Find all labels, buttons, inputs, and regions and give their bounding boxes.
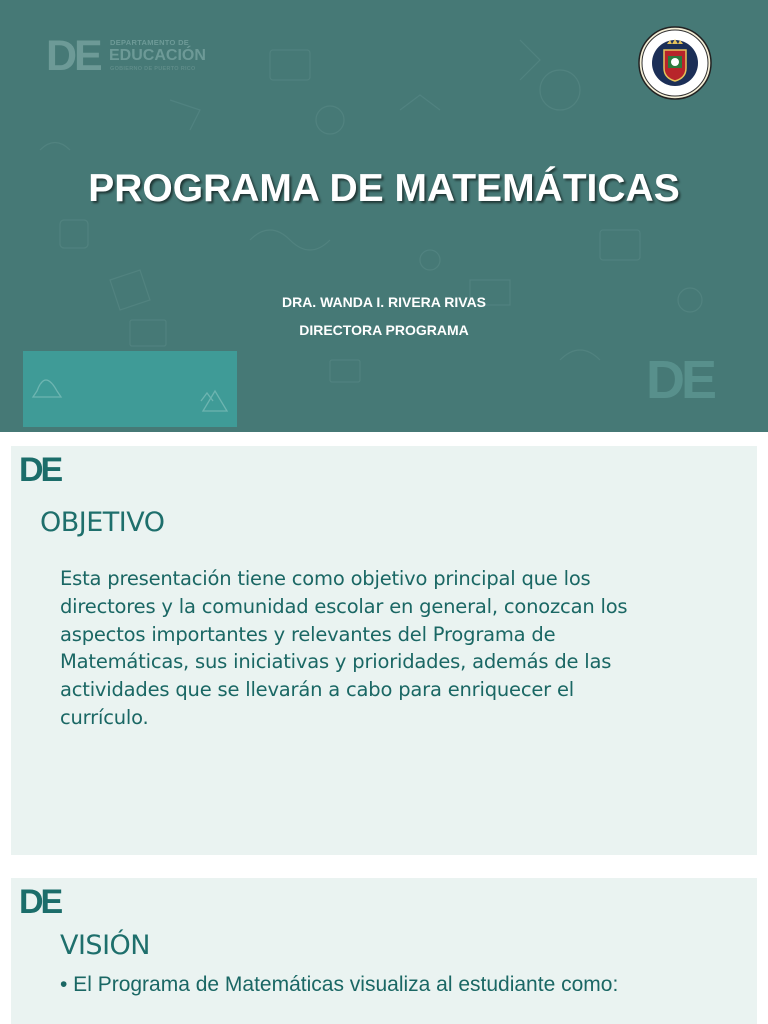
de-logo-education: EDUCACIÓN bbox=[109, 47, 206, 64]
presentation-title: PROGRAMA DE MATEMÁTICAS bbox=[88, 167, 680, 210]
objetivo-paragraph bbox=[60, 565, 720, 732]
presenter-name: DRA. WANDA I. RIVERA RIVAS bbox=[281, 294, 487, 310]
objetivo-line: aspectos importantes y relevantes del Programa de bbox=[60, 622, 556, 646]
de-logo bbox=[46, 32, 218, 80]
puerto-rico-seal-icon bbox=[636, 26, 714, 100]
vision-heading: VISIÓN bbox=[60, 930, 150, 961]
objetivo-heading: OBJETIVO bbox=[40, 507, 165, 538]
title-slide bbox=[0, 0, 768, 432]
de-logo-mark: DE bbox=[46, 32, 100, 80]
de-logo-government: GOBIERNO DE PUERTO RICO bbox=[110, 66, 196, 72]
de-watermark: DE bbox=[646, 350, 714, 410]
objetivo-line: actividades que se llevarán a cabo para enriquecer el bbox=[60, 678, 574, 702]
bell-icon bbox=[33, 380, 61, 397]
presenter-role: DIRECTORA PROGRAMA bbox=[299, 322, 469, 338]
de-logo-mark: DE bbox=[19, 883, 61, 921]
objetivo-line: Matemáticas, sus iniciativas y prioridades, además de las bbox=[60, 650, 612, 674]
objetivo-line: Esta presentación tiene como objetivo principal que los bbox=[60, 567, 591, 590]
objetivo-slide bbox=[11, 446, 757, 855]
objetivo-line: directores y la comunidad escolar en general, conozcan los bbox=[60, 594, 628, 618]
accent-box bbox=[23, 351, 237, 427]
vision-bullet: • El Programa de Matemáticas visualiza al estudiante como: bbox=[60, 973, 619, 996]
de-logo-department: DEPARTAMENTO DE bbox=[110, 38, 190, 47]
vision-slide bbox=[11, 878, 757, 1024]
de-logo-mark: DE bbox=[19, 451, 61, 489]
objetivo-line: currículo. bbox=[60, 705, 149, 729]
